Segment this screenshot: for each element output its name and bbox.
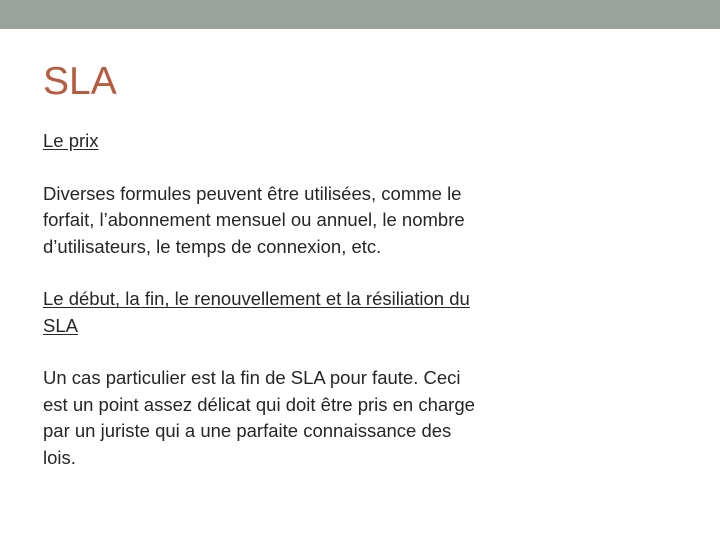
section-heading-price: Le prix (43, 130, 99, 151)
slide-content (43, 128, 483, 471)
section-text-price: Diverses formules peuvent être utilisées, comme le forfait, l’abonnement mensuel ou annuel, le nombre d’utilisateurs, le temps de connexion, etc. (43, 182, 465, 257)
section-heading-lifecycle: Le début, la fin, le renouvellement et la résiliation du SLA (43, 288, 470, 336)
slide-title: SLA (43, 60, 117, 103)
top-accent-bar (0, 0, 720, 29)
section-text-lifecycle: Un cas particulier est la fin de SLA pour faute. Ceci est un point assez délicat qui doit être pris en charge par un juriste qui a une parfaite connaissance des lois. (43, 367, 475, 468)
